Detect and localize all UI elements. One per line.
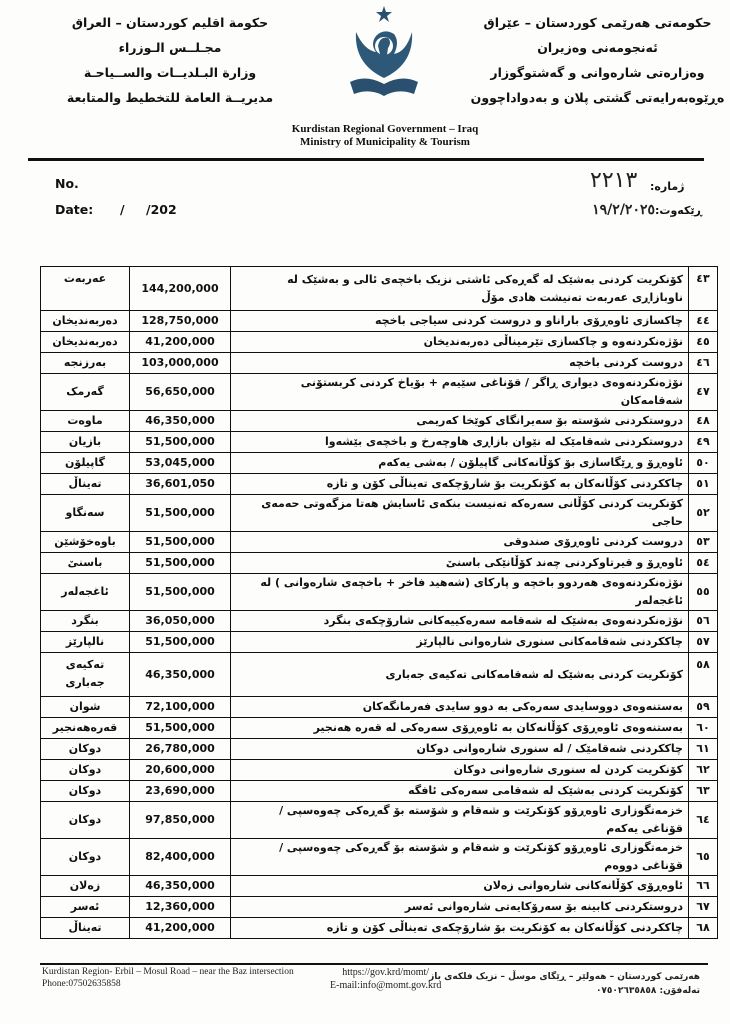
english-letterhead (270, 123, 500, 149)
row-description: چاککردنی کۆڵانەکان بە کۆنکریت بۆ شارۆچکەی تەیناڵی کۆن و تازە (231, 918, 689, 939)
row-description: چاککردنی شەقامێک / لە سنوری شارەوانی دوکان (231, 739, 689, 760)
footer-address-ku: هەرێمی کوردستان – هەولێر – ڕێگای موسڵ – نزیک فلکەی باز (429, 972, 700, 982)
row-description: ئاوەڕۆی کۆڵانەکانی شارەوانی زەلان (231, 876, 689, 897)
row-location: قەرەهەنجیر (41, 718, 130, 739)
row-number: ٥٠ (689, 453, 718, 474)
table-row (41, 574, 718, 611)
row-location: نالپارێز (41, 632, 130, 653)
row-location: تەکیەی جەباری (41, 653, 130, 697)
table-row (41, 611, 718, 632)
row-location: بنگرد (41, 611, 130, 632)
row-location: دوکان (41, 739, 130, 760)
table-row (41, 311, 718, 332)
row-location: تەیناڵ (41, 474, 130, 495)
table-row (41, 332, 718, 353)
row-number: ٤٦ (689, 353, 718, 374)
table-row (41, 718, 718, 739)
row-number: ٥٧ (689, 632, 718, 653)
row-description: بەستنەوەی دووسایدی سەرەکی بە دوو سایدی فەرمانگەکان (231, 697, 689, 718)
row-number: ٤٤ (689, 311, 718, 332)
table-row (41, 474, 718, 495)
row-location: عەربەت (41, 267, 130, 311)
row-location: دوکان (41, 781, 130, 802)
row-amount: 12,360,000 (130, 897, 231, 918)
number-label: No. (55, 176, 79, 191)
date-label: Date: (55, 202, 94, 217)
row-number: ٤٨ (689, 411, 718, 432)
row-amount: 144,200,000 (130, 267, 231, 311)
date-year: /202 (146, 202, 177, 217)
row-number: ٥٣ (689, 532, 718, 553)
row-description: ئاوەڕۆ و قیرتاوکردنی چەند کۆڵانێکی باسنێ (231, 553, 689, 574)
table-row (41, 532, 718, 553)
row-description: نۆژەنکردنەوەی هەردوو باخچە و پارکای (شەهید فاخر + باخچەی شارەوانی ) لە ئاغجەلەر (231, 574, 689, 611)
row-amount: 20,600,000 (130, 760, 231, 781)
row-amount: 56,650,000 (130, 374, 231, 411)
row-amount: 51,500,000 (130, 495, 231, 532)
row-amount: 72,100,000 (130, 697, 231, 718)
row-number: ٥٨ (689, 653, 718, 697)
reference-date-ku (592, 202, 702, 218)
row-location: دوکان (41, 760, 130, 781)
footer-phone-ku: تەلەفۆن: ٠٧٥٠٢٦٣٥٨٥٨ (595, 986, 700, 996)
row-number: ٥٩ (689, 697, 718, 718)
footer-email-link[interactable]: E-mail:info@momt.gov.krd (330, 980, 442, 991)
row-description: کۆنکریت کردن لە سنوری شارەوانی دوکان (231, 760, 689, 781)
row-amount: 128,750,000 (130, 311, 231, 332)
row-number: ٥٢ (689, 495, 718, 532)
row-description: دروست کردنی باخچە (231, 353, 689, 374)
row-description: خزمەتگوزاری ئاوەڕۆو کۆنکرێت و شەقام و شۆستە بۆ گەڕەکی چەوەسپی / قۆناغی یەکەم (231, 802, 689, 839)
table-row (41, 374, 718, 411)
footer-address: Kurdistan Region- Erbil – Mosul Road – near the Baz intersection (42, 967, 294, 977)
row-amount: 36,050,000 (130, 611, 231, 632)
row-number: ٤٥ (689, 332, 718, 353)
table-row (41, 495, 718, 532)
row-amount: 51,500,000 (130, 718, 231, 739)
table-row (41, 432, 718, 453)
english-line-government: Kurdistan Regional Government – Iraq (291, 123, 479, 135)
row-amount: 51,500,000 (130, 532, 231, 553)
row-description: کۆنکریت کردنی کۆڵانی سەرەکە تەنیست بنکەی ئاسایش هەتا مزگەوتی حەمەی حاجی (231, 495, 689, 532)
row-number: ٦٠ (689, 718, 718, 739)
table-row (41, 760, 718, 781)
date-slash: / (120, 202, 125, 217)
row-amount: 41,200,000 (130, 918, 231, 939)
row-number: ٦٣ (689, 781, 718, 802)
row-amount: 26,780,000 (130, 739, 231, 760)
header-divider (28, 158, 704, 161)
reference-date-value: ١٩/٢/٢٠٢٥ (592, 202, 656, 218)
row-description: چاککردنی کۆڵانەکان بە کۆنکریت بۆ شارۆچکەی تەیناڵی کۆن و تازە (231, 474, 689, 495)
row-number: ٦٤ (689, 802, 718, 839)
row-location: بازیان (41, 432, 130, 453)
row-number: ٥٤ (689, 553, 718, 574)
row-amount: 46,350,000 (130, 411, 231, 432)
row-number: ٥٥ (689, 574, 718, 611)
row-number: ٦٧ (689, 897, 718, 918)
row-amount: 97,850,000 (130, 802, 231, 839)
row-amount: 51,500,000 (130, 432, 231, 453)
arabic-line-government: حكومة اقليم كوردستان – العراق (71, 15, 269, 30)
row-description: چاکسازی ئاوەڕۆی باراناو و دروست کردنی سیاجی باخچە (231, 311, 689, 332)
row-number: ٦٢ (689, 760, 718, 781)
row-amount: 103,000,000 (130, 353, 231, 374)
footer-contact (330, 966, 441, 992)
row-location: گاپیلۆن (41, 453, 130, 474)
row-location: گەرمک (41, 374, 130, 411)
row-number: ٦٨ (689, 918, 718, 939)
table-row (41, 739, 718, 760)
row-description: کۆنکریت کردنی بەشێک لە گەڕەکی ئاشتی نزیک باخچەی ئالی و بەشێک لە ناوبازاڕی عەربەت تەنیشت هادی مۆڵ (231, 267, 689, 311)
row-amount: 53,045,000 (130, 453, 231, 474)
footer-website-link[interactable]: https://gov.krd/momt/ (342, 967, 430, 978)
row-description: نۆژەنکردنەوەی دیواری ڕاگر / قۆناغی سێیەم + بۆیاخ کردنی کربستۆنی شەقامەکان (231, 374, 689, 411)
table-row (41, 553, 718, 574)
row-amount: 82,400,000 (130, 839, 231, 876)
row-description: بەستنەوەی ئاوەڕۆی کۆڵانەکان بە ئاوەڕۆی سەرەکی لە قەرە هەنجیر (231, 718, 689, 739)
table-row (41, 267, 718, 311)
row-amount: 51,500,000 (130, 632, 231, 653)
table-row (41, 839, 718, 876)
row-description: نۆژەنکردنەوەی بەشێک لە شەقامە سەرەکییەکانی شارۆچکەی بنگرد (231, 611, 689, 632)
row-location: باوەخۆشێن (41, 532, 130, 553)
row-number: ٥١ (689, 474, 718, 495)
kurdish-line-council: ئەنجومەنی وەزیران (537, 40, 658, 55)
arabic-letterhead (60, 10, 280, 110)
row-amount: 41,200,000 (130, 332, 231, 353)
table-row (41, 411, 718, 432)
projects-table (40, 266, 718, 939)
row-description: ئاوەڕۆ و ڕێگاسازی بۆ کۆڵانەکانی گاپیلۆن / بەشی یەکەم (231, 453, 689, 474)
row-description: دروستکردنی شەقامێک لە نێوان بازاڕی هاوچەرخ و باخچەی بێشەوا (231, 432, 689, 453)
table-row (41, 453, 718, 474)
row-description: دروستکردنی شۆستە بۆ سەیرانگای کوێخا کەریمی (231, 411, 689, 432)
row-location: دەربەندیخان (41, 332, 130, 353)
row-location: دوکان (41, 802, 130, 839)
table-row (41, 632, 718, 653)
table-row (41, 876, 718, 897)
kurdish-line-ministry: وەزارەتی شارەوانی و گەشتوگوزار (490, 65, 705, 80)
row-number: ٤٧ (689, 374, 718, 411)
footer-phone: Phone:07502635858 (42, 979, 121, 989)
table-row (41, 897, 718, 918)
row-location: شوان (41, 697, 130, 718)
arabic-line-directorate: مديريــة العامة للتخطيط والمتابعة (66, 90, 274, 105)
row-location: بەرزنجە (41, 353, 130, 374)
kurdish-letterhead (470, 10, 725, 110)
row-location: باسنێ (41, 553, 130, 574)
english-line-ministry: Ministry of Municipality & Tourism (300, 136, 470, 148)
table-row (41, 781, 718, 802)
row-location: زەلان (41, 876, 130, 897)
row-description: دروستکردنی کابینە بۆ سەرۆکایەتی شارەوانی ئەسر (231, 897, 689, 918)
row-description: خزمەتگوزاری ئاوەڕۆو کۆنکرێت و شەقام و شۆستە بۆ گەڕەکی چەوەسپی / قۆناغی دووەم (231, 839, 689, 876)
row-amount: 36,601,050 (130, 474, 231, 495)
reference-date-label-ku: ڕێکەوت: (655, 204, 702, 217)
row-number: ٤٣ (689, 267, 718, 311)
footer-divider (40, 963, 708, 965)
row-description: چاککردنی شەقامەکانی سنوری شارەوانی نالپارێز (231, 632, 689, 653)
row-description: دروست کردنی ئاوەڕۆی صندوقی (231, 532, 689, 553)
reference-number-label-ku: ژمارە: (650, 180, 685, 193)
table-row (41, 918, 718, 939)
row-amount: 46,350,000 (130, 653, 231, 697)
row-amount: 23,690,000 (130, 781, 231, 802)
row-number: ٦٥ (689, 839, 718, 876)
footer-kurdish (429, 970, 700, 998)
table-row (41, 802, 718, 839)
row-location: تەیناڵ (41, 918, 130, 939)
row-description: نۆژەنکردنەوە و چاکسازی تێرمیناڵی دەربەندیخان (231, 332, 689, 353)
kurdish-line-government: حکومەتی هەرێمی کوردستان – عێراق (483, 15, 712, 30)
row-location: ئەسر (41, 897, 130, 918)
reference-number-value: ٢٢١٣ (590, 168, 638, 193)
table-row (41, 697, 718, 718)
footer-english (42, 966, 294, 990)
row-number: ٤٩ (689, 432, 718, 453)
row-description: کۆنکریت کردنی بەشێک لە شەقامی سەرەکی ئافگە (231, 781, 689, 802)
row-amount: 46,350,000 (130, 876, 231, 897)
row-location: ماوەت (41, 411, 130, 432)
row-location: دوکان (41, 839, 130, 876)
row-location: ئاغجەلەر (41, 574, 130, 611)
row-amount: 51,500,000 (130, 574, 231, 611)
arabic-line-ministry: وزارة البـلديــات والســياحـة (83, 65, 257, 80)
row-description: کۆنکریت کردنی بەشێک لە شەقامەکانی تەکیەی جەباری (231, 653, 689, 697)
row-location: دەربەندیخان (41, 311, 130, 332)
table-row (41, 353, 718, 374)
row-number: ٦١ (689, 739, 718, 760)
arabic-line-council: مجـلــس الـوزراء (118, 40, 222, 55)
kurdish-line-directorate: ەڕێوەبەرایەتی گشتی پلان و بەدواداچوون (470, 90, 725, 105)
row-location: سەنگاو (41, 495, 130, 532)
table-row (41, 653, 718, 697)
row-amount: 51,500,000 (130, 553, 231, 574)
row-number: ٦٦ (689, 876, 718, 897)
row-number: ٥٦ (689, 611, 718, 632)
krg-emblem-icon (346, 2, 422, 102)
